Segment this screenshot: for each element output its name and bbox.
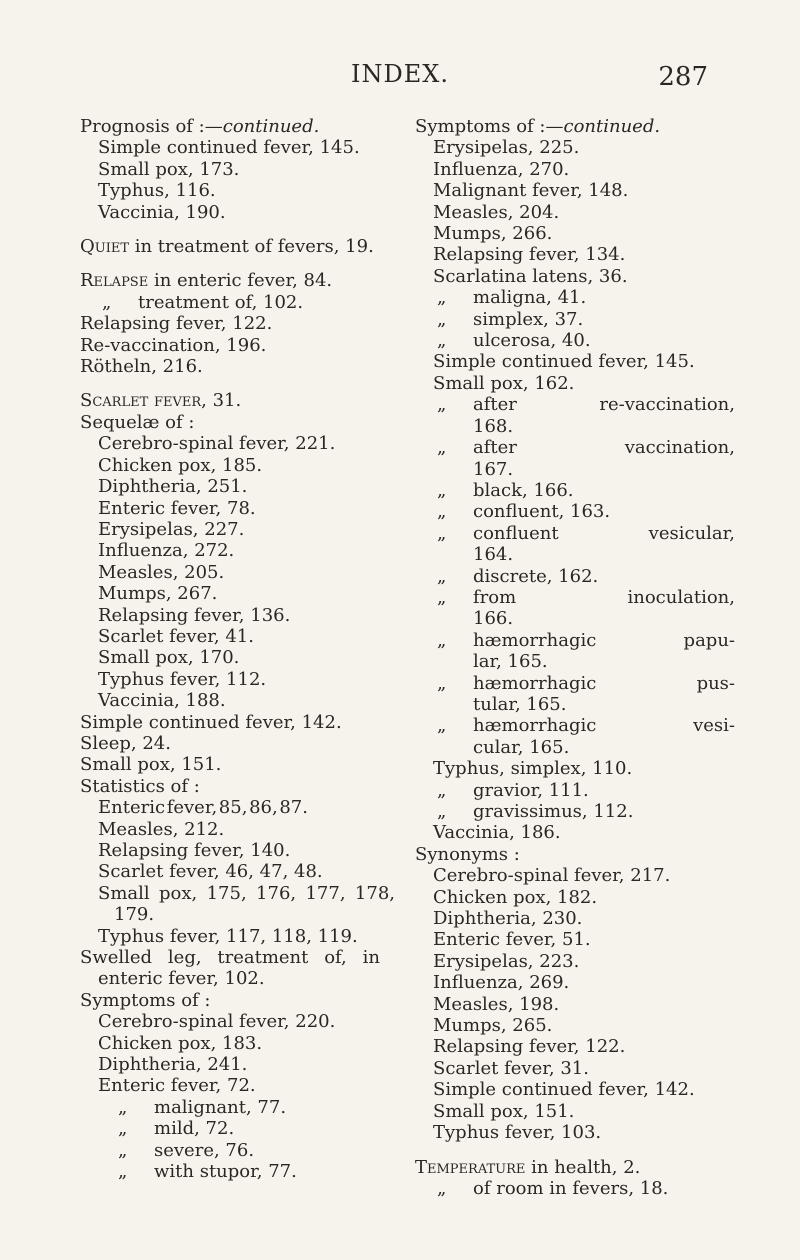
ditto-mark: „ — [437, 715, 447, 737]
ditto-mark: „ — [437, 479, 447, 501]
index-entry: Small pox, 151. — [433, 1100, 575, 1122]
ditto-mark: „ — [118, 1118, 128, 1140]
index-heading-relapse: Relapse in enteric fever, 84. — [80, 270, 333, 292]
index-entry-continuation: 179. — [114, 904, 155, 926]
page-header — [0, 60, 800, 100]
index-entry: „ black, 166. — [415, 480, 755, 501]
index-entry: Scarlet fever, 46, 47, 48. — [98, 861, 323, 883]
index-entry: „ confluent vesicular, — [415, 523, 735, 544]
index-entry: Cerebro-spinal fever, 220. — [98, 1011, 336, 1033]
index-entry: „ maligna, 41. — [415, 287, 755, 308]
index-heading-prognosis: Prognosis of :—continued. — [80, 116, 320, 137]
index-heading: Rötheln, 216. — [80, 356, 203, 378]
index-entry: „ discrete, 162. — [415, 566, 755, 587]
index-entry: Malignant fever, 148. — [433, 180, 629, 202]
index-entry-continuation: 164. — [473, 544, 514, 566]
index-entry: „ gravissimus, 112. — [415, 801, 755, 822]
index-entry: Diphtheria, 251. — [98, 476, 248, 498]
index-entry: Scarlet fever, 41. — [98, 625, 254, 647]
page-number: 287 — [658, 62, 708, 92]
page-title: INDEX. — [351, 60, 449, 88]
ditto-mark: „ — [437, 779, 447, 801]
index-entry: Mumps, 266. — [433, 223, 553, 245]
index-heading-symptoms: Symptoms of :—continued. — [415, 116, 661, 137]
ditto-mark: „ — [437, 1177, 447, 1199]
ditto-mark: „ — [118, 1096, 128, 1118]
index-entry: Typhus fever, 117, 118, 119. — [98, 925, 358, 947]
ditto-mark: „ — [437, 394, 447, 416]
index-entry: Small pox, 162. — [433, 372, 575, 394]
ditto-mark: „ — [437, 586, 447, 608]
index-entry: Typhus fever, 103. — [433, 1122, 602, 1144]
index-entry: Typhus, simplex, 110. — [433, 758, 633, 780]
index-entry: Diphtheria, 241. — [98, 1054, 248, 1076]
ditto-mark: „ — [102, 291, 112, 313]
index-entry: Relapsing fever, 134. — [433, 244, 626, 266]
index-entry: „ of room in fevers, 18. — [415, 1178, 755, 1199]
index-entry: Vaccinia, 188. — [98, 690, 226, 712]
index-entry: Simple continued fever, 145. — [98, 137, 360, 159]
index-heading-quiet: Quiet in treatment of fevers, 19. — [80, 236, 374, 258]
index-column-right — [415, 116, 755, 1199]
index-entry: Typhus, 116. — [98, 180, 216, 202]
index-entry: Small pox, 173. — [98, 158, 240, 180]
ditto-mark: „ — [437, 672, 447, 694]
index-entry: Cerebro-spinal fever, 221. — [98, 433, 336, 455]
index-entry: Measles, 204. — [433, 201, 560, 223]
index-entry: Simple continued fever, 145. — [433, 351, 695, 373]
index-entry: Simple continued fever, 142. — [433, 1079, 695, 1101]
index-entry: Scarlet fever, 31. — [433, 1057, 589, 1079]
ditto-mark: „ — [437, 801, 447, 822]
index-heading: Relapsing fever, 122. — [80, 313, 273, 335]
index-entry: Small pox, 175, 176, 177, 178, — [98, 882, 395, 904]
index-entry: Enteric fever, 85, 86, 87. — [98, 797, 308, 819]
index-entry: Relapsing fever, 122. — [433, 1036, 626, 1058]
index-entry: Erysipelas, 225. — [433, 137, 580, 159]
index-entry: Influenza, 269. — [433, 972, 570, 994]
index-entry: Mumps, 265. — [433, 1015, 553, 1037]
index-entry: Mumps, 267. — [98, 583, 218, 605]
ditto-mark: „ — [118, 1161, 128, 1183]
ditto-mark: „ — [437, 330, 447, 352]
index-entry-continuation: cular, 165. — [473, 736, 570, 758]
index-entry: „ confluent, 163. — [415, 501, 755, 522]
index-heading: Re-vaccination, 196. — [80, 334, 267, 356]
index-entry: „ after vaccination, — [415, 437, 735, 458]
index-entry: „ ulcerosa, 40. — [415, 330, 755, 351]
index-entry: Vaccinia, 190. — [98, 201, 226, 223]
ditto-mark: „ — [437, 629, 447, 651]
index-entry: Measles, 198. — [433, 993, 560, 1015]
index-entry: „ hæmorrhagic pus- — [415, 673, 735, 694]
index-entry: „ from inoculation, — [415, 587, 735, 608]
index-entry: Erysipelas, 223. — [433, 950, 580, 972]
index-entry: Enteric fever, 78. — [98, 497, 256, 519]
index-entry-continuation: 168. — [473, 415, 514, 437]
index-entry: „ mild, 72. — [80, 1118, 420, 1139]
index-entry: „ severe, 76. — [80, 1140, 420, 1161]
index-entry: Measles, 205. — [98, 561, 225, 583]
index-entry: Chicken pox, 183. — [98, 1032, 263, 1054]
index-entry: „ simplex, 37. — [415, 309, 755, 330]
index-entry: Diphtheria, 230. — [433, 908, 583, 930]
index-entry: Enteric fever, 72. — [98, 1075, 256, 1097]
index-heading: Swelled leg, treatment of, in — [80, 947, 380, 969]
index-entry-continuation: 167. — [473, 458, 514, 480]
index-entry: Influenza, 270. — [433, 158, 570, 180]
index-heading-temperature: Temperature in health, 2. — [415, 1156, 641, 1178]
ditto-mark: „ — [437, 437, 447, 459]
index-entry: Chicken pox, 182. — [433, 886, 598, 908]
index-subheading: Synonyms : — [415, 843, 520, 865]
index-subheading: Statistics of : — [80, 775, 200, 797]
index-entry-continuation: 166. — [473, 608, 514, 630]
index-entry: Typhus fever, 112. — [98, 668, 267, 690]
index-entry: Vaccinia, 186. — [433, 822, 561, 844]
index-subheading: Simple continued fever, 142. — [80, 711, 342, 733]
index-entry: Small pox, 170. — [98, 647, 240, 669]
ditto-mark: „ — [437, 565, 447, 587]
index-entry-continuation: lar, 165. — [473, 651, 548, 673]
index-entry: „ treatment of, 102. — [80, 292, 420, 313]
index-subheading: Sleep, 24. — [80, 732, 171, 754]
index-entry: „ malignant, 77. — [80, 1097, 420, 1118]
index-subheading: Sequelæ of : — [80, 411, 195, 433]
index-column-left — [80, 116, 420, 1183]
index-entry: Erysipelas, 227. — [98, 518, 245, 540]
index-entry: Cerebro-spinal fever, 217. — [433, 865, 671, 887]
index-entry: Enteric fever, 51. — [433, 929, 591, 951]
index-entry: Influenza, 272. — [98, 540, 235, 562]
ditto-mark: „ — [437, 501, 447, 523]
index-entry: „ hæmorrhagic papu- — [415, 630, 735, 651]
index-subheading: Small pox, 151. — [80, 754, 222, 776]
ditto-mark: „ — [437, 522, 447, 544]
index-entry: Scarlatina latens, 36. — [433, 265, 628, 287]
index-entry: „ gravior, 111. — [415, 780, 755, 801]
index-entry: Relapsing fever, 136. — [98, 604, 291, 626]
index-entry: Chicken pox, 185. — [98, 454, 263, 476]
ditto-mark: „ — [118, 1139, 128, 1161]
index-entry: „ hæmorrhagic vesi- — [415, 715, 735, 736]
index-entry: „ with stupor, 77. — [80, 1161, 420, 1182]
index-heading-scarlet-fever: Scarlet fever, 31. — [80, 390, 242, 412]
index-entry: „ after re-vaccination, — [415, 394, 735, 415]
index-entry-continuation: enteric fever, 102. — [98, 968, 265, 990]
index-entry-continuation: tular, 165. — [473, 693, 567, 715]
index-entry: Measles, 212. — [98, 818, 225, 840]
ditto-mark: „ — [437, 287, 447, 309]
ditto-mark: „ — [437, 308, 447, 330]
index-subheading: Symptoms of : — [80, 989, 211, 1011]
index-entry: Relapsing fever, 140. — [98, 840, 291, 861]
